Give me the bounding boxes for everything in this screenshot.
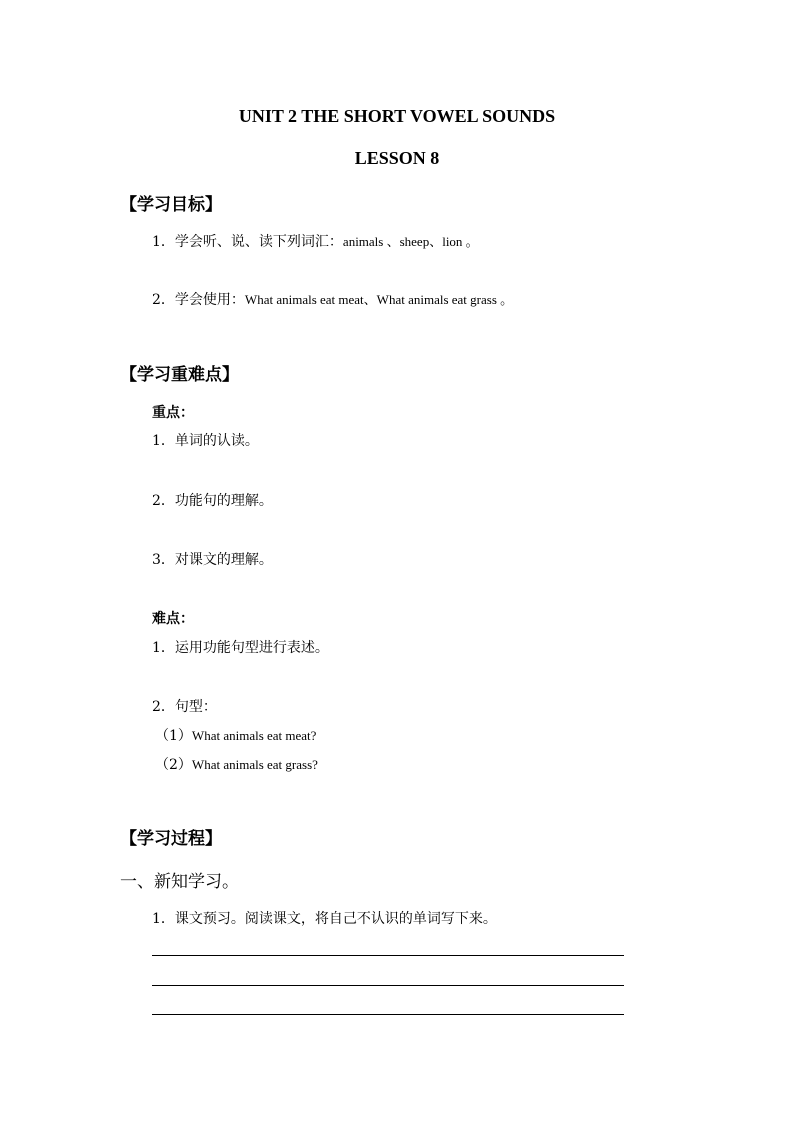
focus-text: 对课文的理解。: [174, 552, 273, 568]
difficulty-text: 运用功能句型进行表述。: [174, 640, 329, 656]
difficulty-item-2: [152, 696, 217, 716]
difficulty-number: 1．: [152, 640, 175, 656]
difficulty-text: 句型：: [174, 699, 217, 715]
focus-number: 3．: [152, 552, 175, 568]
focus-item-1: [152, 430, 259, 450]
objective-text: 学会听、说、读下列词汇：: [174, 234, 343, 250]
answer-line-1[interactable]: [152, 955, 624, 956]
objective-item-1: [152, 231, 479, 251]
answer-line-3[interactable]: [152, 1014, 624, 1015]
unit-title: UNIT 2 THE SHORT VOWEL SOUNDS: [238, 106, 556, 126]
process-heading: 【学习过程】: [120, 829, 222, 849]
objective-number: 1．: [152, 234, 175, 250]
focus-item-2: [152, 490, 273, 510]
objective-sentences: What animals eat meat、What animals eat grass 。: [244, 292, 514, 307]
focus-item-3: [152, 549, 273, 569]
lesson-title: LESSON 8: [354, 148, 440, 168]
task-preview: 1．课文预习。阅读课文，将自己不认识的单词写下来。: [152, 911, 497, 927]
pattern-number: （2）: [155, 757, 192, 773]
pattern-item-2: [155, 754, 318, 774]
answer-line-2[interactable]: [152, 985, 624, 986]
focus-number: 2．: [152, 493, 175, 509]
section-new-knowledge: 一、新知学习。: [120, 872, 239, 892]
objective-number: 2．: [152, 292, 175, 308]
focus-text: 单词的认读。: [174, 433, 259, 449]
pattern-item-1: [155, 725, 316, 745]
objective-item-2: [152, 289, 513, 309]
pattern-sentence: What animals eat meat?: [191, 728, 317, 743]
difficulty-number: 2．: [152, 699, 175, 715]
pattern-sentence: What animals eat grass?: [191, 757, 318, 772]
difficulty-item-1: [152, 637, 329, 657]
difficulty-label: 难点：: [152, 611, 194, 627]
key-points-heading: 【学习重难点】: [120, 365, 239, 385]
objectives-heading: 【学习目标】: [120, 195, 222, 215]
pattern-number: （1）: [155, 728, 192, 744]
focus-number: 1．: [152, 433, 175, 449]
objective-text: 学会使用：: [174, 292, 245, 308]
focus-text: 功能句的理解。: [174, 493, 273, 509]
focus-label: 重点：: [152, 405, 194, 421]
objective-words: animals 、sheep、lion 。: [342, 234, 479, 249]
